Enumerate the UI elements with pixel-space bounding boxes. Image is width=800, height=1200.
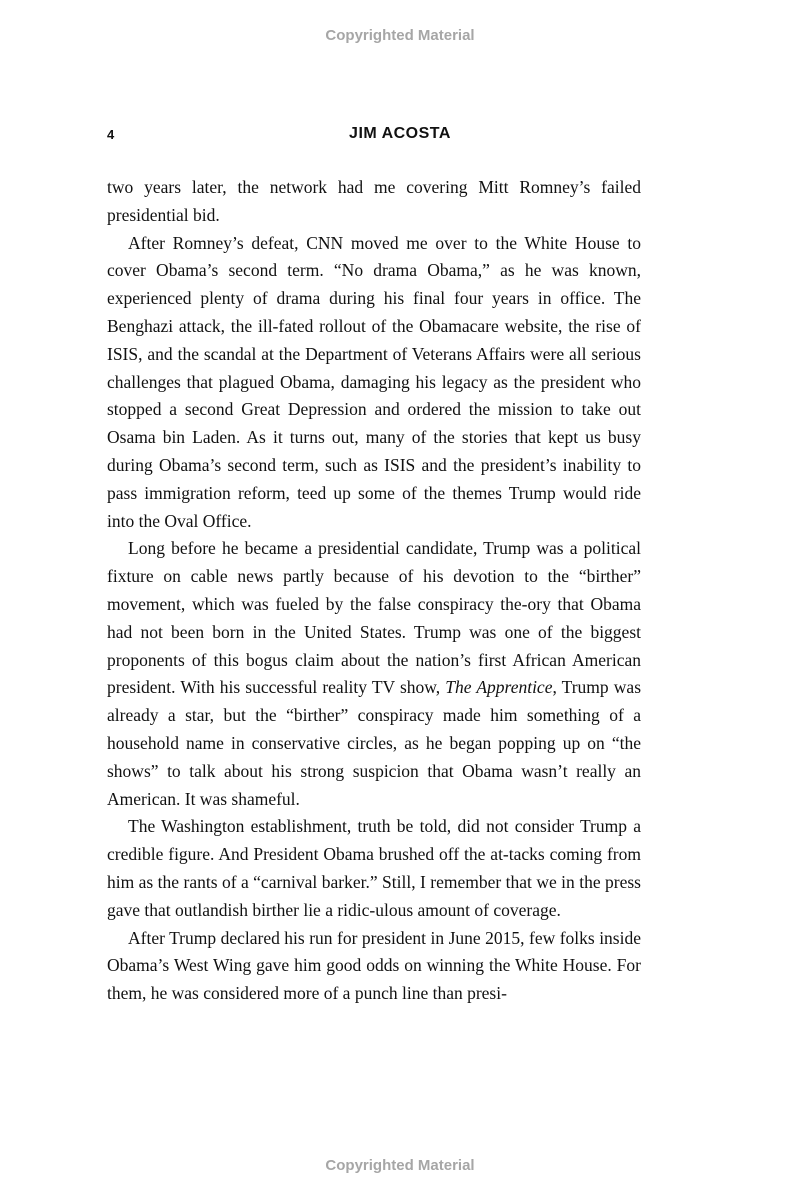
copyright-watermark-bottom: Copyrighted Material — [325, 1157, 475, 1174]
copyright-watermark-top: Copyrighted Material — [325, 27, 475, 44]
paragraph-3-text-a: Long before he became a presidential candidate, Trump was a political fixture on cable news partly because of his devotion to the “birther” movement, which was fueled by the false conspiracy the-ory that Obama had not been born in the United States. Trump was one of the biggest proponents of this bogus claim about the nation’s first African American president. With his successful reality TV show, — [107, 538, 641, 698]
paragraph-3-text-b: , Trump was already a star, but the “birther” conspiracy made him something of a household name in conservative circles, as he began popping up on “the shows” to talk about his strong suspicion that Obama wasn’t really an American. It was shameful. — [107, 677, 642, 809]
paragraph-4: The Washington establishment, truth be told, did not consider Trump a credible figure. And President Obama brushed off the at-tacks coming from him as the rants of a “carnival barker.” Still, I remember that we in the press gave that outlandish birther lie a ridic-ulous amount of coverage. — [107, 816, 641, 920]
running-head: JIM ACOSTA — [349, 125, 451, 142]
paragraph-2: After Romney’s defeat, CNN moved me over to the White House to cover Obama’s second term. “No drama Obama,” as he was known, experienced plenty of drama during his final four years in office. The Benghazi attack, the ill-fated rollout of the Obamacare website, the rise of ISIS, and the scandal at the Department of Veterans Affairs were all serious challenges that plagued Obama, damaging his legacy as the president who stopped a second Great Depression and ordered the mission to take out Osama bin Laden. As it turns out, many of the stories that kept us busy during Obama’s second term, such as ISIS and the president’s inability to pass immigration reform, teed up some of the themes Trump would ride into the Oval Office. — [107, 232, 641, 531]
book-title-the-apprentice: The Apprentice — [445, 677, 553, 698]
paragraph-1: two years later, the network had me covering Mitt Romney’s failed presidential bid. — [107, 177, 641, 225]
paragraph-5: After Trump declared his run for president in June 2015, few folks inside Obama’s West Wing gave him good odds on winning the White House. For them, he was considered more of a punch line than presi- — [107, 927, 641, 1004]
page-number: 4 — [107, 127, 115, 142]
paragraph-3 — [107, 535, 641, 813]
body-text — [107, 174, 641, 1008]
